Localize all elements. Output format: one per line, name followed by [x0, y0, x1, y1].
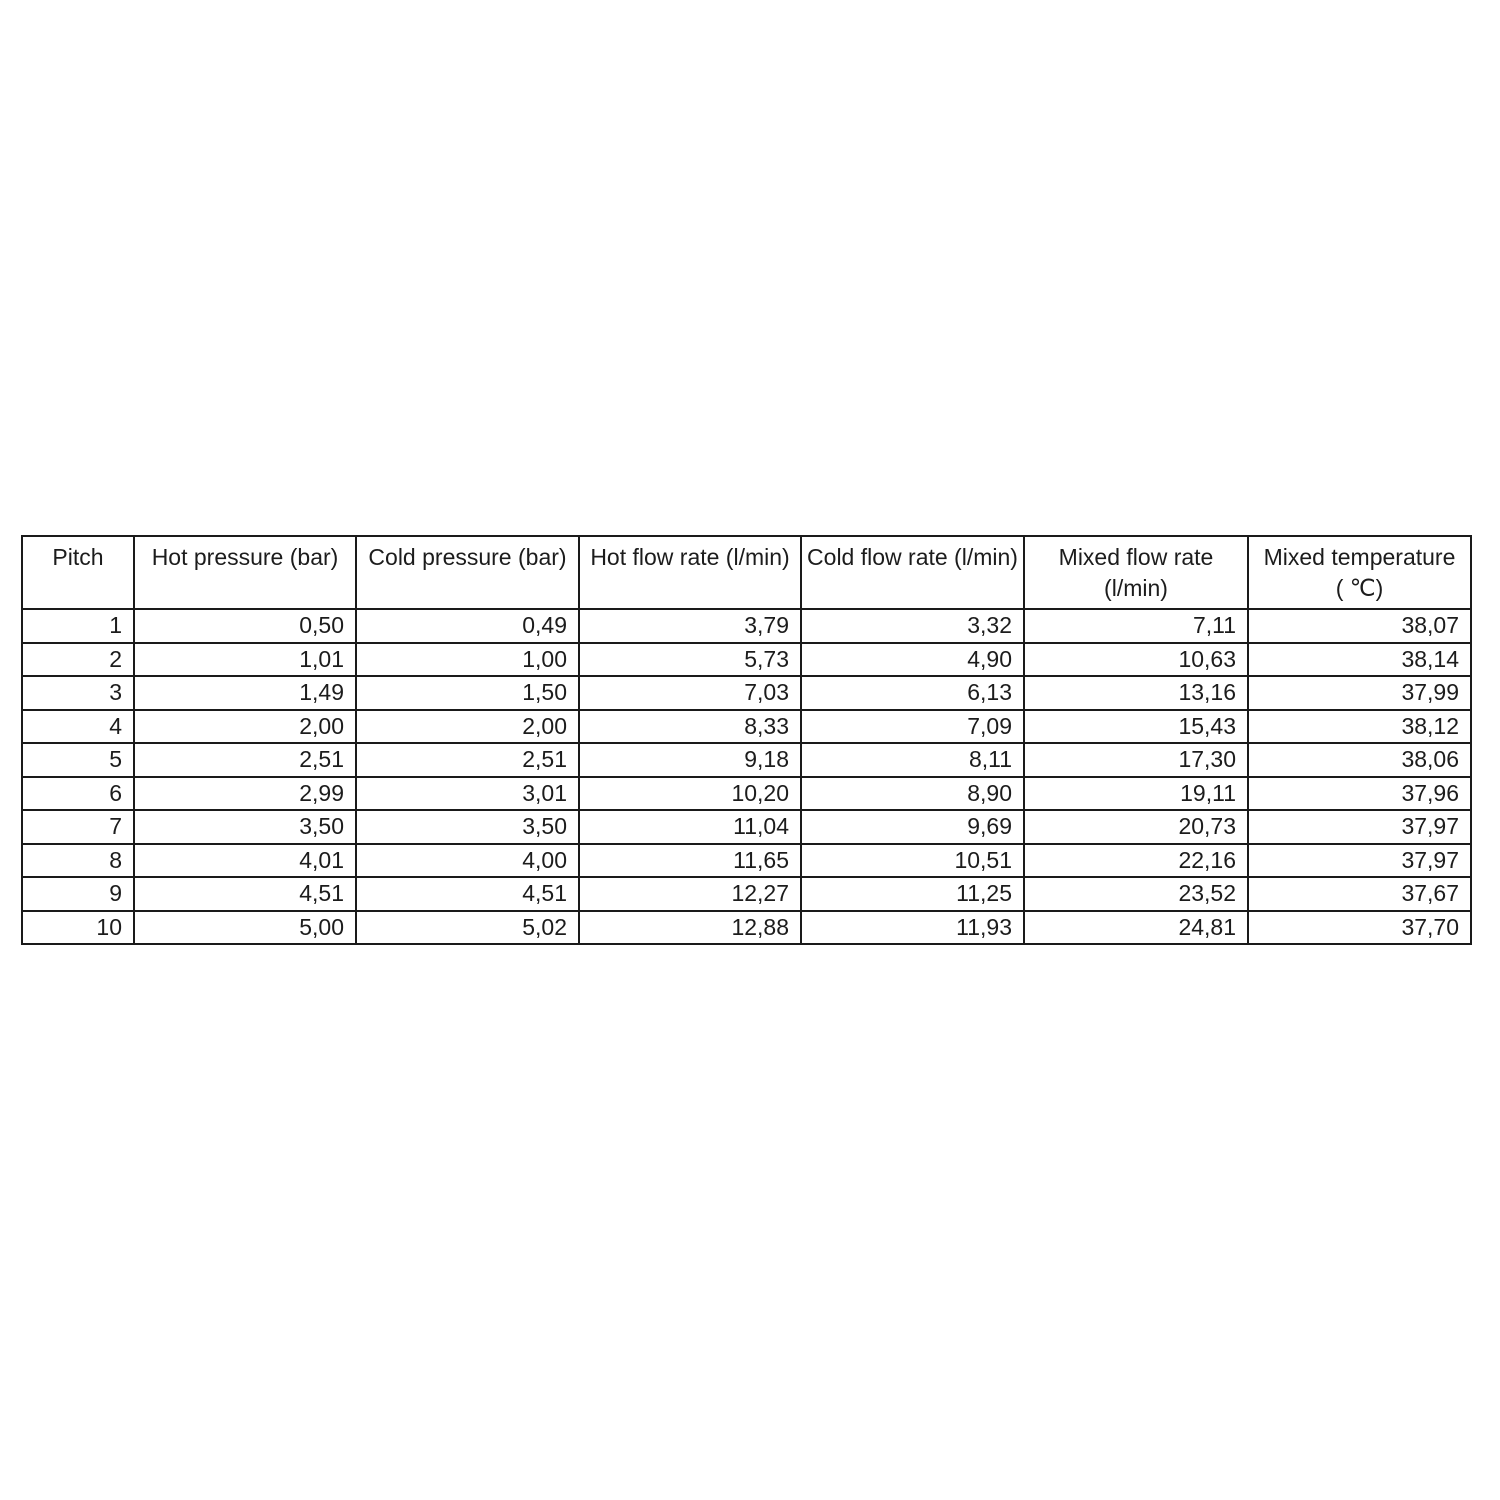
cell-cold-pressure: 2,51: [356, 743, 579, 777]
cell-hot-pressure: 4,51: [134, 877, 356, 911]
table-row: [22, 676, 1471, 710]
cell-mixed-flow-rate: 15,43: [1024, 710, 1248, 744]
cell-hot-pressure: 5,00: [134, 911, 356, 945]
cell-hot-flow-rate: 12,27: [579, 877, 801, 911]
header-line1: Cold pressure (bar): [368, 544, 567, 570]
cell-mixed-flow-rate: 13,16: [1024, 676, 1248, 710]
cell-mixed-flow-rate: 24,81: [1024, 911, 1248, 945]
cell-hot-flow-rate: 11,65: [579, 844, 801, 878]
header-line1: Cold flow rate (l/min): [807, 544, 1018, 570]
cell-cold-flow-rate: 3,32: [801, 609, 1024, 643]
column-header-mixed-flow-rate: [1024, 536, 1248, 609]
cell-mixed-temperature: 38,06: [1248, 743, 1471, 777]
cell-hot-flow-rate: 12,88: [579, 911, 801, 945]
cell-mixed-flow-rate: 22,16: [1024, 844, 1248, 878]
cell-cold-flow-rate: 11,93: [801, 911, 1024, 945]
header-line2: (l/min): [1104, 575, 1168, 601]
table-body: [22, 609, 1471, 944]
cell-hot-flow-rate: 8,33: [579, 710, 801, 744]
cell-mixed-flow-rate: 19,11: [1024, 777, 1248, 811]
measurement-table: [21, 535, 1472, 945]
header-line1: Mixed temperature: [1263, 544, 1456, 570]
cell-mixed-temperature: 37,70: [1248, 911, 1471, 945]
header-row: [22, 536, 1471, 609]
measurement-table-container: [21, 535, 1472, 945]
table-row: [22, 609, 1471, 643]
cell-hot-pressure: 0,50: [134, 609, 356, 643]
cell-pitch: 1: [22, 609, 134, 643]
cell-cold-pressure: 1,00: [356, 643, 579, 677]
cell-cold-flow-rate: 8,90: [801, 777, 1024, 811]
cell-hot-pressure: 2,51: [134, 743, 356, 777]
cell-pitch: 6: [22, 777, 134, 811]
cell-pitch: 7: [22, 810, 134, 844]
column-header-mixed-temperature: [1248, 536, 1471, 609]
table-row: [22, 844, 1471, 878]
header-line1: Hot flow rate (l/min): [590, 544, 790, 570]
cell-mixed-flow-rate: 20,73: [1024, 810, 1248, 844]
cell-cold-pressure: 1,50: [356, 676, 579, 710]
table-row: [22, 743, 1471, 777]
header-line1: Pitch: [52, 544, 104, 570]
column-header-hot-flow-rate: [579, 536, 801, 609]
cell-cold-pressure: 0,49: [356, 609, 579, 643]
cell-mixed-temperature: 37,97: [1248, 810, 1471, 844]
cell-cold-flow-rate: 4,90: [801, 643, 1024, 677]
cell-hot-pressure: 2,99: [134, 777, 356, 811]
cell-cold-pressure: 3,01: [356, 777, 579, 811]
cell-pitch: 8: [22, 844, 134, 878]
column-header-cold-flow-rate: [801, 536, 1024, 609]
cell-hot-flow-rate: 3,79: [579, 609, 801, 643]
table-row: [22, 911, 1471, 945]
cell-pitch: 5: [22, 743, 134, 777]
cell-pitch: 9: [22, 877, 134, 911]
cell-cold-flow-rate: 9,69: [801, 810, 1024, 844]
table-row: [22, 810, 1471, 844]
cell-cold-flow-rate: 8,11: [801, 743, 1024, 777]
cell-mixed-temperature: 37,67: [1248, 877, 1471, 911]
column-header-pitch: [22, 536, 134, 609]
column-header-hot-pressure: [134, 536, 356, 609]
cell-mixed-temperature: 37,99: [1248, 676, 1471, 710]
header-line2: ( ℃): [1335, 575, 1384, 601]
cell-cold-pressure: 2,00: [356, 710, 579, 744]
cell-hot-flow-rate: 5,73: [579, 643, 801, 677]
table-row: [22, 643, 1471, 677]
cell-cold-pressure: 4,00: [356, 844, 579, 878]
cell-cold-pressure: 5,02: [356, 911, 579, 945]
cell-pitch: 4: [22, 710, 134, 744]
table-row: [22, 710, 1471, 744]
cell-hot-flow-rate: 7,03: [579, 676, 801, 710]
cell-hot-pressure: 2,00: [134, 710, 356, 744]
cell-cold-pressure: 4,51: [356, 877, 579, 911]
column-header-cold-pressure: [356, 536, 579, 609]
cell-hot-flow-rate: 10,20: [579, 777, 801, 811]
cell-pitch: 10: [22, 911, 134, 945]
cell-hot-pressure: 3,50: [134, 810, 356, 844]
cell-hot-pressure: 1,01: [134, 643, 356, 677]
cell-cold-flow-rate: 7,09: [801, 710, 1024, 744]
table-row: [22, 877, 1471, 911]
cell-mixed-temperature: 38,14: [1248, 643, 1471, 677]
cell-hot-flow-rate: 9,18: [579, 743, 801, 777]
cell-hot-flow-rate: 11,04: [579, 810, 801, 844]
cell-mixed-temperature: 38,12: [1248, 710, 1471, 744]
cell-mixed-temperature: 37,97: [1248, 844, 1471, 878]
cell-mixed-flow-rate: 23,52: [1024, 877, 1248, 911]
cell-cold-pressure: 3,50: [356, 810, 579, 844]
cell-cold-flow-rate: 10,51: [801, 844, 1024, 878]
cell-hot-pressure: 4,01: [134, 844, 356, 878]
cell-mixed-temperature: 37,96: [1248, 777, 1471, 811]
cell-mixed-flow-rate: 7,11: [1024, 609, 1248, 643]
cell-hot-pressure: 1,49: [134, 676, 356, 710]
cell-pitch: 2: [22, 643, 134, 677]
cell-cold-flow-rate: 6,13: [801, 676, 1024, 710]
header-line1: Mixed flow rate: [1058, 544, 1214, 570]
cell-mixed-temperature: 38,07: [1248, 609, 1471, 643]
cell-mixed-flow-rate: 17,30: [1024, 743, 1248, 777]
header-line1: Hot pressure (bar): [151, 544, 339, 570]
cell-mixed-flow-rate: 10,63: [1024, 643, 1248, 677]
cell-pitch: 3: [22, 676, 134, 710]
cell-cold-flow-rate: 11,25: [801, 877, 1024, 911]
table-header: [22, 536, 1471, 609]
table-row: [22, 777, 1471, 811]
